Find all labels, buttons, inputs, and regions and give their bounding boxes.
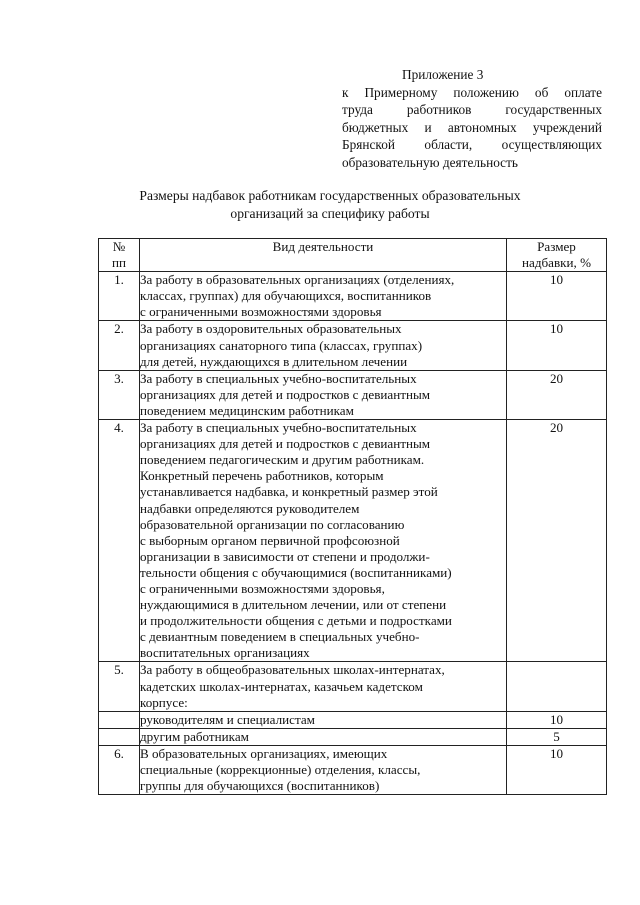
activity-line: поведением медицинским работникам bbox=[140, 402, 354, 418]
activity-line: Конкретный перечень работников, которым bbox=[140, 468, 384, 484]
header-activity: Вид деятельности bbox=[272, 239, 374, 254]
subrow-number-empty bbox=[99, 728, 140, 745]
activity-line: За работу в образовательных организациях (отделениях, bbox=[140, 272, 455, 288]
subrow-value: 5 bbox=[507, 728, 607, 745]
activity-line: надбавки определяются руководителем bbox=[140, 500, 360, 516]
activity-line: За работу в общеобразовательных школах-интернатах, bbox=[140, 662, 445, 678]
row-value bbox=[507, 662, 607, 711]
appendix-line: труда работников государственных bbox=[342, 102, 602, 117]
activity-line: За работу в специальных учебно-воспитательных bbox=[140, 370, 417, 386]
subrow-value: 10 bbox=[507, 711, 607, 728]
header-num-line: № bbox=[112, 239, 126, 254]
appendix-block bbox=[342, 66, 602, 171]
subrow-label: руководителям и специалистам bbox=[140, 711, 507, 728]
activity-line: организации в зависимости от степени и продолжи- bbox=[140, 548, 430, 564]
header-activity-cell bbox=[140, 239, 507, 272]
activity-line: корпусе: bbox=[140, 694, 188, 710]
row-value: 10 bbox=[507, 321, 607, 370]
appendix-line: Брянской области, осуществляющих bbox=[342, 137, 602, 152]
activity-line: тельности общения с обучающимися (воспитанниками) bbox=[140, 564, 452, 580]
activity-line: и продолжительности общения с детьми и подростками bbox=[140, 613, 452, 629]
document-title bbox=[100, 187, 560, 222]
document-title-line: Размеры надбавок работникам государственных образовательных bbox=[139, 188, 521, 203]
activity-line: группы для обучающихся (воспитанников) bbox=[140, 778, 380, 794]
appendix-line: к Примерному положению об оплате bbox=[342, 84, 602, 100]
activity-line: специальные (коррекционные) отделения, классы, bbox=[140, 762, 421, 777]
subrow-number-empty bbox=[99, 711, 140, 728]
activity-line: для детей, нуждающихся в длительном лечении bbox=[140, 353, 408, 369]
row-activity bbox=[140, 420, 507, 662]
table-subrow bbox=[99, 711, 607, 728]
row-number: 4. bbox=[99, 420, 140, 662]
table-row bbox=[99, 420, 607, 662]
activity-line: организациях для детей и подростков с девиантным bbox=[140, 436, 431, 452]
header-value-line: надбавки, % bbox=[522, 255, 591, 271]
row-number: 1. bbox=[99, 272, 140, 321]
activity-line: поведением педагогическим и другим работникам. bbox=[140, 452, 425, 468]
row-value: 20 bbox=[507, 420, 607, 662]
table-row bbox=[99, 272, 607, 321]
appendix-title: Приложение 3 bbox=[402, 67, 484, 82]
row-number: 3. bbox=[99, 370, 140, 419]
appendix-line: образовательную деятельность bbox=[342, 154, 518, 170]
row-number: 5. bbox=[99, 662, 140, 711]
document-title-line: организаций за специфику работы bbox=[230, 205, 430, 221]
allowance-table bbox=[98, 238, 607, 795]
table-subrow bbox=[99, 728, 607, 745]
subrow-label: другим работникам bbox=[140, 728, 507, 745]
activity-line: с ограниченными возможностями здоровья bbox=[140, 304, 382, 320]
activity-line: с девиантным поведением в специальных учебно- bbox=[140, 629, 420, 645]
activity-line: За работу в специальных учебно-воспитательных bbox=[140, 420, 417, 436]
table-row bbox=[99, 745, 607, 794]
activity-line: с ограниченными возможностями здоровья, bbox=[140, 580, 385, 596]
activity-line: нуждающимися в длительном лечении, или от степени bbox=[140, 597, 447, 613]
row-value: 20 bbox=[507, 370, 607, 419]
table-row bbox=[99, 321, 607, 370]
row-activity bbox=[140, 321, 507, 370]
activity-line: кадетских школах-интернатах, казачьем кадетском bbox=[140, 678, 423, 694]
row-activity bbox=[140, 745, 507, 794]
appendix-line: бюджетных и автономных учреждений bbox=[342, 119, 602, 135]
table-row bbox=[99, 662, 607, 711]
activity-line: За работу в оздоровительных образовательных bbox=[140, 321, 402, 337]
activity-line: классах, группах) для обучающихся, воспитанников bbox=[140, 288, 432, 304]
row-number: 2. bbox=[99, 321, 140, 370]
activity-line: организациях для детей и подростков с девиантным bbox=[140, 386, 431, 402]
row-value: 10 bbox=[507, 272, 607, 321]
activity-line: организациях санаторного типа (классах, группах) bbox=[140, 337, 423, 353]
activity-line: образовательной организации по согласованию bbox=[140, 516, 405, 532]
header-num-line: пп bbox=[111, 255, 126, 271]
row-value: 10 bbox=[507, 745, 607, 794]
activity-line: воспитательных организациях bbox=[140, 645, 310, 661]
header-value-cell bbox=[507, 239, 607, 272]
activity-line: устанавливается надбавка, и конкретный размер этой bbox=[140, 484, 438, 500]
row-activity bbox=[140, 662, 507, 711]
activity-line: с выборным органом первичной профсоюзной bbox=[140, 532, 400, 548]
row-activity bbox=[140, 370, 507, 419]
table-row bbox=[99, 370, 607, 419]
header-num-cell bbox=[99, 239, 140, 272]
header-value-line: Размер bbox=[537, 239, 576, 254]
table-header-row bbox=[99, 239, 607, 272]
row-number: 6. bbox=[99, 745, 140, 794]
row-activity bbox=[140, 272, 507, 321]
activity-line: В образовательных организациях, имеющих bbox=[140, 745, 388, 761]
